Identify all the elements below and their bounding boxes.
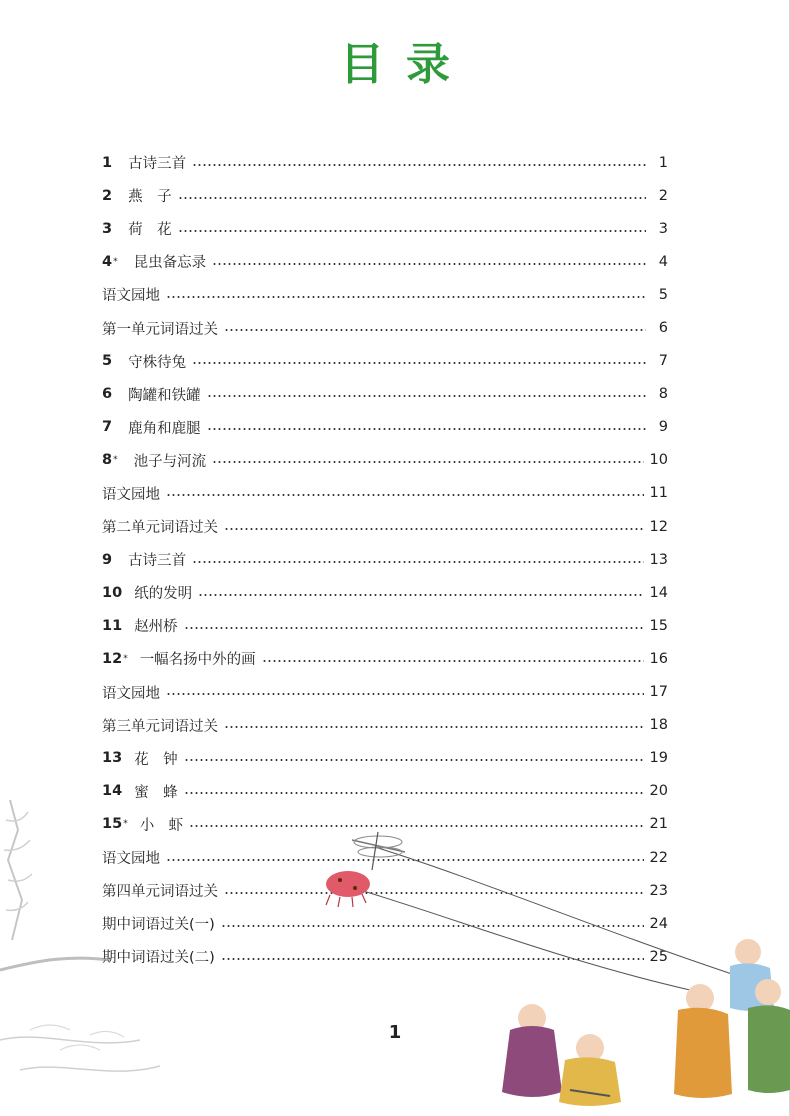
toc-row [102,411,668,444]
toc-row [102,907,668,940]
toc-leader-dots [178,197,646,199]
toc-lesson-number: 1 [102,154,113,171]
toc-lesson-number: 12 [102,650,123,667]
toc-title: 燕 子 [128,189,172,206]
toc-row [102,742,668,775]
toc-title: 小 虾 [139,817,184,834]
toc-leader-dots [166,494,644,496]
toc-page-number: 20 [649,783,668,800]
toc-page-number: 19 [649,750,668,767]
toc-title: 古诗三首 [128,553,187,570]
toc-page-number: 10 [649,452,668,469]
toc-leader-dots [224,528,644,530]
toc-page-number: 1 [658,154,668,171]
toc-leader-dots [192,362,646,364]
toc-star-marker: * [113,455,118,466]
toc-leader-dots [184,792,644,794]
toc-title: 一幅名扬中外的画 [139,652,256,669]
toc-row [102,841,668,874]
toc-row [102,576,668,609]
toc-lesson-number: 2 [102,187,113,204]
toc-row [102,543,668,576]
toc-page-number: 9 [658,419,668,436]
toc-title: 昆虫备忘录 [133,255,207,272]
toc-lesson-number: 7 [102,419,113,436]
toc-row [102,709,668,742]
toc-lesson-number: 8 [102,452,113,469]
toc-leader-dots [212,263,646,265]
toc-row [102,146,668,179]
toc-title: 纸的发明 [134,586,193,603]
toc-leader-dots [212,461,643,463]
toc-leader-dots [198,594,643,596]
toc-leader-dots [189,825,643,827]
toc-page-number: 13 [649,551,668,568]
toc-lesson-number: 10 [102,584,123,601]
toc-title: 期中词语过关(一) [102,917,215,934]
toc-page-number: 4 [658,253,668,270]
toc-title: 赵州桥 [134,619,178,636]
toc-star-marker: * [113,256,118,267]
toc-lesson-number: 15 [102,816,123,833]
toc-title: 第三单元词语过关 [102,718,218,735]
toc-row [102,311,668,344]
toc-lesson-number: 5 [102,353,113,370]
toc-title: 荷 花 [128,222,172,239]
toc-leader-dots [207,428,646,430]
toc-row [102,510,668,543]
toc-title: 第二单元词语过关 [102,520,218,537]
toc-page-number: 5 [658,286,668,303]
toc-page-number: 8 [658,386,668,403]
toc-lesson-number: 4 [102,253,113,270]
toc-leader-dots [184,627,644,629]
toc-row [102,278,668,311]
toc-leader-dots [178,230,646,232]
toc-page-number: 17 [649,684,668,701]
toc-leader-dots [221,958,644,960]
toc-leader-dots [224,726,644,728]
toc-page-number: 14 [649,584,668,601]
toc-row [102,676,668,709]
toc-lesson-number: 9 [102,551,113,568]
toc-leader-dots [262,660,644,662]
toc-page-number: 11 [649,485,668,502]
toc-page-number: 22 [649,849,668,866]
toc-leader-dots [184,759,644,761]
toc-row [102,642,668,675]
toc-lesson-number: 13 [102,750,123,767]
toc-leader-dots [224,329,646,331]
toc-row [102,940,668,973]
toc-star-marker: * [123,819,128,830]
toc-title: 语文园地 [102,685,160,702]
toc-title: 鹿角和鹿腿 [128,420,201,437]
toc-leader-dots [192,164,646,166]
toc-title: 花 钟 [134,751,178,768]
toc-title: 第一单元词语过关 [102,321,218,338]
toc-title: 期中词语过关(二) [102,950,215,967]
table-of-contents [102,146,668,973]
toc-lesson-number: 14 [102,783,123,800]
toc-leader-dots [166,693,644,695]
toc-row [102,477,668,510]
toc-page-number: 21 [649,816,668,833]
toc-star-marker: * [123,653,128,664]
toc-row [102,245,668,278]
toc-leader-dots [207,395,646,397]
toc-lesson-number: 6 [102,386,113,403]
toc-page-number: 12 [649,518,668,535]
toc-title: 陶罐和铁罐 [128,387,201,404]
toc-title: 语文园地 [102,851,160,868]
toc-row [102,444,668,477]
toc-title: 第四单元词语过关 [102,884,218,901]
toc-title: 池子与河流 [133,453,207,470]
toc-leader-dots [166,296,646,298]
toc-title: 蜜 蜂 [134,784,178,801]
toc-row [102,378,668,411]
toc-title: 语文园地 [102,486,160,503]
toc-row [102,179,668,212]
toc-row [102,874,668,907]
toc-leader-dots [192,561,643,563]
toc-leader-dots [166,859,644,861]
toc-page-number: 24 [649,915,668,932]
toc-page-number: 18 [649,717,668,734]
toc-leader-dots [221,925,644,927]
toc-row [102,212,668,245]
toc-row [102,775,668,808]
toc-page-number: 2 [658,187,668,204]
toc-page-number: 6 [658,320,668,337]
toc-page-number: 16 [649,650,668,667]
toc-row [102,609,668,642]
toc-lesson-number: 3 [102,220,113,237]
toc-row [102,808,668,841]
page-title: 目录 [340,39,472,90]
toc-lesson-number: 11 [102,617,123,634]
toc-page-number: 7 [658,353,668,370]
toc-title: 语文园地 [102,288,160,305]
toc-page-number: 23 [649,882,668,899]
toc-row [102,345,668,378]
toc-page-number: 25 [649,948,668,965]
toc-title: 守株待兔 [128,354,187,371]
page-number: 1 [388,1022,402,1043]
toc-title: 古诗三首 [128,156,187,173]
toc-leader-dots [224,892,644,894]
toc-page-number: 15 [649,617,668,634]
toc-page-number: 3 [658,220,668,237]
